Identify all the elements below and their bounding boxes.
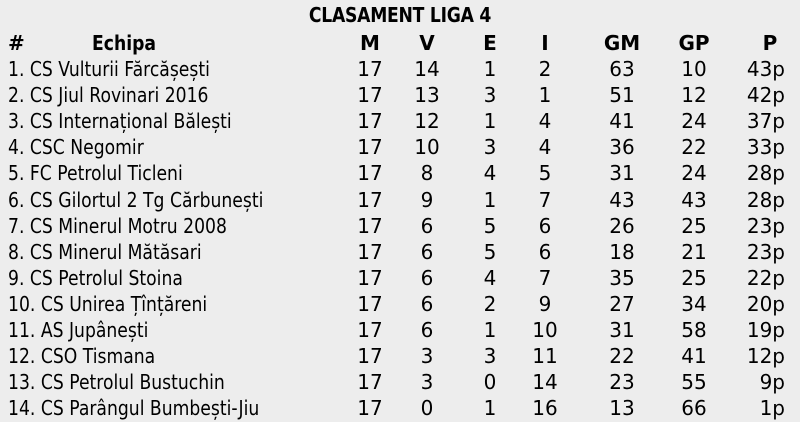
cell-i: 14	[532, 370, 558, 395]
team-name: 11. AS Jupânești	[8, 318, 149, 342]
cell-gp: 58	[681, 318, 707, 342]
cell-i: 10	[532, 318, 558, 342]
cell-gm: 31	[609, 161, 635, 186]
cell-i: 4	[538, 135, 552, 160]
cell-v: 0	[420, 396, 434, 421]
cell-gp: 43	[681, 187, 707, 212]
cell-i: 11	[532, 344, 558, 369]
cell-gp: 25	[681, 213, 707, 238]
cell-e: 5	[483, 213, 497, 238]
cell-e: 1	[483, 318, 497, 342]
cell-v: 6	[420, 265, 434, 290]
header-i: I	[541, 31, 549, 55]
header-gp: GP	[678, 31, 710, 55]
cell-gp: 25	[681, 265, 707, 290]
cell-e: 1	[483, 109, 497, 134]
cell-i: 7	[538, 187, 552, 212]
cell-v: 14	[414, 57, 440, 81]
cell-m: 17	[357, 213, 383, 238]
header-e: E	[483, 31, 497, 55]
cell-i: 5	[538, 161, 552, 186]
cell-e: 5	[483, 239, 497, 264]
cell-p: 12p	[746, 344, 785, 369]
team-name: 12. CSO Tismana	[8, 344, 156, 369]
cell-m: 17	[357, 83, 383, 108]
team-name: 10. CS Unirea Țînțăreni	[8, 291, 208, 316]
cell-e: 2	[483, 291, 497, 316]
cell-e: 0	[483, 370, 497, 395]
header-team: Echipa	[92, 31, 157, 55]
cell-gp: 10	[681, 57, 707, 81]
cell-gp: 34	[681, 291, 707, 316]
cell-gp: 66	[681, 396, 707, 421]
cell-p: 22p	[746, 265, 785, 290]
cell-v: 8	[420, 161, 434, 186]
cell-i: 4	[538, 109, 552, 134]
team-name: 9. CS Petrolul Stoina	[8, 265, 183, 290]
cell-m: 17	[357, 135, 383, 160]
cell-v: 12	[414, 109, 440, 134]
cell-v: 10	[414, 135, 440, 160]
cell-v: 9	[420, 187, 434, 212]
cell-m: 17	[357, 396, 383, 421]
header-v: V	[419, 31, 435, 55]
team-name: 2. CS Jiul Rovinari 2016	[8, 83, 209, 108]
team-name: 13. CS Petrolul Bustuchin	[8, 370, 225, 395]
cell-p: 43p	[746, 57, 785, 81]
cell-i: 7	[538, 265, 552, 290]
cell-i: 16	[532, 396, 558, 421]
cell-m: 17	[357, 57, 383, 81]
cell-e: 1	[483, 57, 497, 81]
cell-gp: 41	[681, 344, 707, 369]
cell-m: 17	[357, 109, 383, 134]
cell-gp: 55	[681, 370, 707, 395]
cell-gm: 36	[609, 135, 635, 160]
team-name: 7. CS Minerul Motru 2008	[8, 213, 227, 238]
cell-gm: 22	[609, 344, 635, 369]
cell-p: 33p	[746, 135, 785, 160]
cell-gm: 27	[609, 291, 635, 316]
cell-gm: 63	[609, 57, 635, 81]
header-m: M	[360, 31, 380, 55]
cell-gm: 26	[609, 213, 635, 238]
cell-gm: 41	[609, 109, 635, 134]
team-name: 4. CSC Negomir	[8, 135, 144, 160]
cell-p: 1p	[759, 396, 785, 421]
cell-p: 19p	[746, 318, 785, 342]
cell-e: 1	[483, 187, 497, 212]
header-gm: GM	[603, 31, 641, 55]
header-rank: #	[8, 31, 25, 55]
cell-e: 3	[483, 344, 497, 369]
cell-gm: 13	[609, 396, 635, 421]
cell-gm: 51	[609, 83, 635, 108]
cell-m: 17	[357, 370, 383, 395]
team-name: 1. CS Vulturii Fărcășești	[8, 57, 210, 81]
cell-v: 6	[420, 291, 434, 316]
cell-gm: 23	[609, 370, 635, 395]
cell-v: 13	[414, 83, 440, 108]
cell-v: 3	[420, 344, 434, 369]
team-name: 5. FC Petrolul Ticleni	[8, 161, 183, 186]
cell-gm: 31	[609, 318, 635, 342]
cell-p: 9p	[759, 370, 785, 395]
cell-m: 17	[357, 239, 383, 264]
cell-e: 4	[483, 265, 497, 290]
cell-gm: 35	[609, 265, 635, 290]
cell-i: 2	[538, 57, 552, 81]
cell-p: 28p	[746, 161, 785, 186]
cell-v: 6	[420, 239, 434, 264]
cell-v: 3	[420, 370, 434, 395]
cell-gm: 18	[609, 239, 635, 264]
cell-p: 23p	[746, 213, 785, 238]
cell-i: 6	[538, 213, 552, 238]
cell-gp: 24	[681, 161, 707, 186]
cell-gp: 22	[681, 135, 707, 160]
team-name: 8. CS Minerul Mătăsari	[8, 239, 202, 264]
cell-gp: 12	[681, 83, 707, 108]
cell-m: 17	[357, 318, 383, 342]
cell-gm: 43	[609, 187, 635, 212]
cell-m: 17	[357, 265, 383, 290]
team-name: 3. CS Internațional Bălești	[8, 109, 232, 134]
cell-m: 17	[357, 161, 383, 186]
cell-i: 9	[538, 291, 552, 316]
header-p: P	[762, 31, 778, 55]
cell-m: 17	[357, 344, 383, 369]
cell-m: 17	[357, 291, 383, 316]
cell-p: 37p	[746, 109, 785, 134]
cell-p: 28p	[746, 187, 785, 212]
cell-v: 6	[420, 213, 434, 238]
cell-e: 1	[483, 396, 497, 421]
cell-e: 3	[483, 135, 497, 160]
cell-e: 3	[483, 83, 497, 108]
cell-gp: 21	[681, 239, 707, 264]
cell-m: 17	[357, 187, 383, 212]
cell-p: 23p	[746, 239, 785, 264]
cell-i: 1	[538, 83, 552, 108]
cell-p: 42p	[746, 83, 785, 108]
cell-i: 6	[538, 239, 552, 264]
team-name: 14. CS Parângul Bumbești-Jiu	[8, 396, 260, 421]
cell-e: 4	[483, 161, 497, 186]
team-name: 6. CS Gilortul 2 Tg Cărbunești	[8, 187, 264, 212]
cell-v: 6	[420, 318, 434, 342]
page-title: CLASAMENT LIGA 4	[308, 3, 492, 27]
cell-gp: 24	[681, 109, 707, 134]
cell-p: 20p	[746, 291, 785, 316]
